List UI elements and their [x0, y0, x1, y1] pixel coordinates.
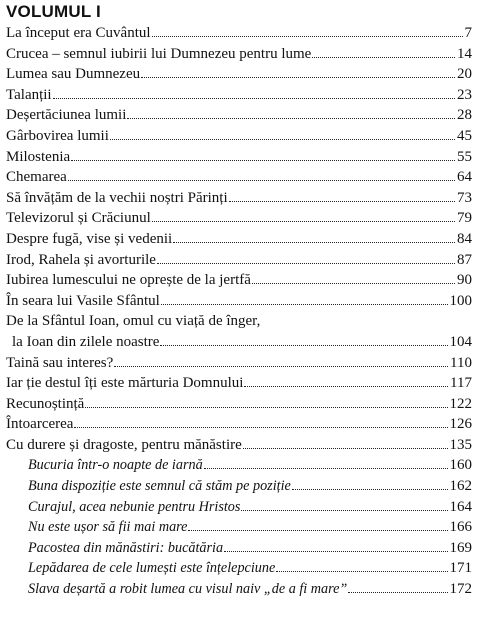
- toc-page-number: 166: [449, 519, 472, 536]
- toc-entry-row: [6, 23, 472, 44]
- toc-entry: [6, 208, 472, 229]
- toc-entry: [6, 394, 472, 415]
- toc-entry: [6, 291, 472, 312]
- toc-entry: [6, 85, 472, 106]
- toc-page-number: 126: [449, 416, 472, 433]
- toc-page-number: 45: [457, 127, 472, 144]
- toc-page-number: 162: [449, 478, 472, 495]
- toc-page-number: 23: [457, 86, 472, 103]
- dot-leader: [161, 303, 448, 305]
- toc-entry: [6, 373, 472, 394]
- toc-entry-row: [28, 579, 472, 600]
- toc-subentry: [6, 476, 472, 497]
- dot-leader: [244, 385, 448, 387]
- dot-leader: [71, 159, 455, 161]
- toc-subentry: [6, 538, 472, 559]
- toc-entry: [6, 311, 472, 352]
- toc-entry-row: [6, 64, 472, 85]
- dot-leader: [53, 97, 455, 99]
- toc-subentry: [6, 517, 472, 538]
- dot-leader: [204, 467, 448, 469]
- toc-entry-row: [6, 373, 472, 394]
- toc-entry-title: Slava deșartă a robit lumea cu visul naiv „de a fi mare”: [28, 581, 348, 598]
- table-of-contents: [6, 23, 472, 600]
- toc-entry-title: Curajul, acea nebunie pentru Hristos: [28, 498, 241, 515]
- dot-leader: [243, 447, 448, 449]
- toc-entry-row: [6, 332, 472, 353]
- dot-leader: [68, 179, 455, 181]
- toc-page-number: 84: [457, 230, 472, 247]
- dot-leader: [85, 406, 447, 408]
- toc-subentry: [6, 497, 472, 518]
- toc-entry-title: Bucuria într-o noapte de iarnă: [28, 457, 203, 474]
- dot-leader: [141, 76, 455, 78]
- toc-page-number: 117: [450, 375, 472, 392]
- toc-entry-title: Cu durere și dragoste, pentru mănăstire: [6, 436, 242, 453]
- toc-entry-row: [28, 455, 472, 476]
- dot-leader: [188, 529, 447, 531]
- toc-entry-title: Gârbovirea lumii: [6, 127, 109, 144]
- toc-page-number: 20: [457, 66, 472, 83]
- toc-entry-row: [28, 476, 472, 497]
- toc-entry-row: [6, 147, 472, 168]
- toc-entry-title: Nu este ușor să fii mai mare: [28, 519, 188, 536]
- toc-page-number: 135: [449, 436, 472, 453]
- toc-entry-title: Milostenia: [6, 148, 71, 165]
- dot-leader: [224, 550, 447, 552]
- toc-entry-row: [6, 250, 472, 271]
- volume-heading: VOLUMUL I: [6, 2, 101, 21]
- toc-entry-row: [6, 167, 472, 188]
- toc-entry-row: [6, 414, 472, 435]
- toc-entry-title: Deșertăciunea lumii: [6, 107, 127, 124]
- dot-leader: [229, 200, 455, 202]
- toc-page-number: 122: [449, 395, 472, 412]
- dot-leader: [252, 282, 455, 284]
- toc-entry-title: De la Sfântul Ioan, omul cu viață de înger,: [6, 313, 261, 330]
- toc-page-number: 28: [457, 107, 472, 124]
- toc-entry: [6, 229, 472, 250]
- toc-page-number: 7: [464, 25, 472, 41]
- toc-entry-title: În seara lui Vasile Sfântul: [6, 292, 160, 309]
- dot-leader: [114, 365, 448, 367]
- toc-entry-title: Iubirea lumescului ne oprește de la jertfă: [6, 272, 251, 289]
- toc-entry-title: Lepădarea de cele lumești este înțelepciune: [28, 560, 276, 577]
- toc-page-number: 55: [457, 148, 472, 165]
- toc-page-number: 73: [457, 189, 472, 206]
- toc-page-number: 14: [457, 45, 472, 62]
- toc-page-number: 64: [457, 169, 472, 186]
- toc-entry-title: Crucea – semnul iubirii lui Dumnezeu pentru lume: [6, 45, 312, 62]
- dot-leader: [127, 117, 455, 119]
- toc-entry: [6, 126, 472, 147]
- dot-leader: [157, 262, 455, 264]
- toc-entry-title: Întoarcerea: [6, 416, 74, 433]
- toc-page-number: 164: [449, 498, 472, 515]
- toc-entry: [6, 44, 472, 65]
- toc-entry-row: [6, 435, 472, 456]
- dot-leader: [152, 220, 455, 222]
- toc-entry: [6, 435, 472, 456]
- toc-entry-title: Irod, Rahela și avorturile: [6, 251, 156, 268]
- toc-entry: [6, 414, 472, 435]
- toc-entry-row: [6, 44, 472, 65]
- dot-leader: [276, 570, 447, 572]
- toc-entry-row: [6, 394, 472, 415]
- toc-page-number: 160: [449, 457, 472, 474]
- toc-subentry: [6, 558, 472, 579]
- toc-entry-title: Lumea sau Dumnezeu: [6, 66, 141, 83]
- toc-entry: [6, 64, 472, 85]
- toc-subentry: [6, 579, 472, 600]
- toc-entry: [6, 167, 472, 188]
- toc-entry-title: Taină sau interes?: [6, 354, 114, 371]
- toc-entry-title: Iar ție destul îți este mărturia Domnului: [6, 375, 244, 392]
- dot-leader: [160, 344, 447, 346]
- toc-page-number: 171: [449, 560, 472, 577]
- toc-entry-row: [6, 291, 472, 312]
- toc-entry-row: [6, 126, 472, 147]
- toc-entry-row: [6, 229, 472, 250]
- toc-entry: [6, 105, 472, 126]
- dot-leader: [173, 241, 455, 243]
- toc-entry-title: Pacostea din mănăstiri: bucătăria: [28, 539, 224, 556]
- toc-page-number: 90: [457, 272, 472, 289]
- toc-subentry: [6, 455, 472, 476]
- toc-entry: [6, 353, 472, 374]
- dot-leader: [312, 56, 455, 58]
- toc-entry: [6, 270, 472, 291]
- toc-entry-row: [28, 558, 472, 579]
- toc-entry-title: Despre fugă, vise și vedenii: [6, 230, 173, 247]
- toc-page-number: 100: [449, 292, 472, 309]
- toc-page-number: 110: [450, 354, 472, 371]
- toc-page-number: 104: [449, 333, 472, 350]
- toc-page-number: 79: [457, 210, 472, 227]
- toc-entry: [6, 250, 472, 271]
- toc-entry-title: Chemarea: [6, 169, 67, 186]
- toc-entry-title: Talanții: [6, 86, 52, 103]
- toc-page-number: 87: [457, 251, 472, 268]
- toc-entry-row: [6, 208, 472, 229]
- toc-entry-row: [28, 517, 472, 538]
- toc-entry-row: [28, 497, 472, 518]
- toc-entry-row: [6, 188, 472, 209]
- toc-entry-title: Televizorul și Crăciunul: [6, 210, 151, 227]
- toc-entry-row: [28, 538, 472, 559]
- toc-page-number: 172: [449, 581, 472, 598]
- dot-leader: [348, 591, 447, 593]
- toc-entry-title-continued: la Ioan din zilele noastre: [12, 333, 160, 350]
- toc-entry-row: [6, 270, 472, 291]
- toc-entry-title: Să învățăm de la vechii noștri Părinți: [6, 189, 228, 206]
- toc-entry-row: [6, 85, 472, 106]
- toc-entry: [6, 147, 472, 168]
- dot-leader: [241, 509, 447, 511]
- toc-entry: [6, 23, 472, 44]
- toc-entry-row: [6, 105, 472, 126]
- toc-page-number: 169: [449, 539, 472, 556]
- dot-leader: [152, 35, 463, 37]
- toc-entry-title: Recunoștință: [6, 395, 85, 412]
- toc-entry-title: La început era Cuvântul: [6, 25, 151, 41]
- dot-leader: [74, 426, 447, 428]
- dot-leader: [292, 488, 448, 490]
- toc-entry-title: Buna dispoziție este semnul că stăm pe poziție: [28, 478, 291, 495]
- toc-entry-row: [6, 353, 472, 374]
- toc-entry: [6, 188, 472, 209]
- dot-leader: [110, 138, 455, 140]
